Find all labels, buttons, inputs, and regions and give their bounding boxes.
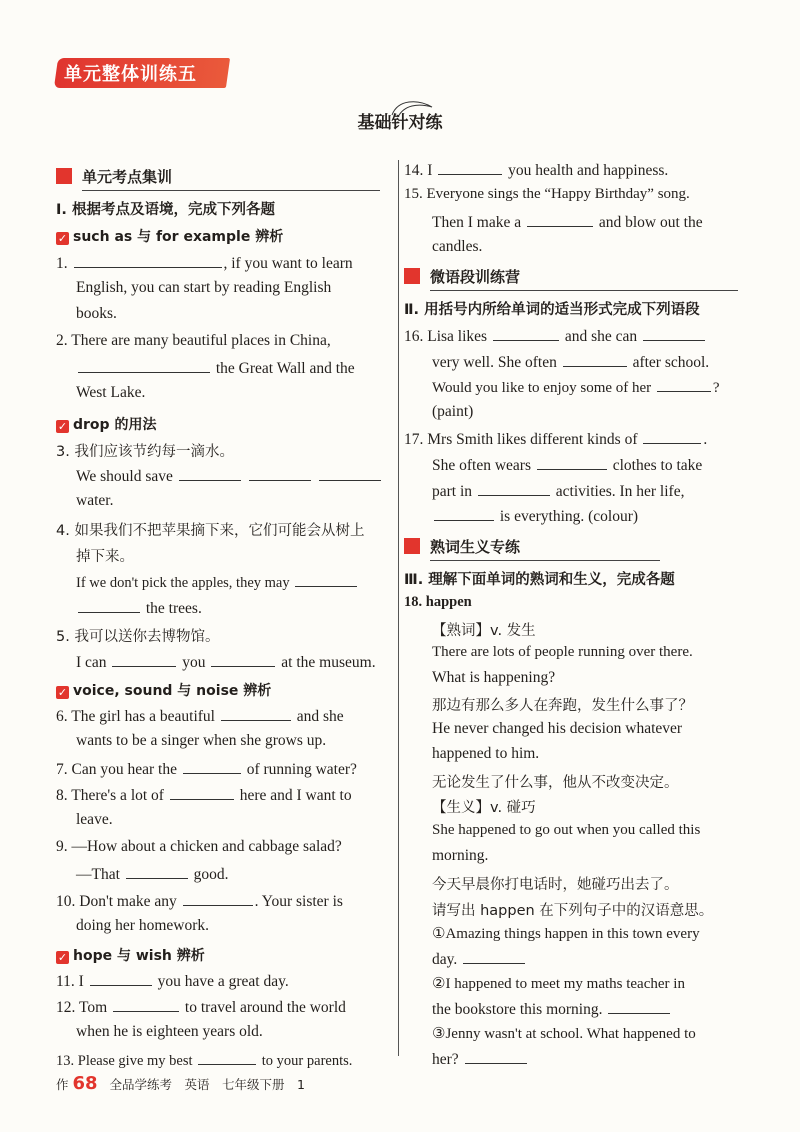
question-10-line2: doing her homework. xyxy=(76,917,210,934)
answer-blank[interactable] xyxy=(537,455,607,470)
question-10: 10. Don't make any . Your sister is xyxy=(56,893,343,910)
question-15: 15. Everyone sings the “Happy Birthday” song. xyxy=(404,186,690,202)
section-marker-icon xyxy=(404,538,420,554)
example-line-2: What is happening? xyxy=(432,669,556,686)
question-1: 1. , if you want to learn xyxy=(56,255,353,272)
question-16: 16. Lisa likes and she can xyxy=(404,326,707,346)
subsection-d: ✓ hope 与 wish 辨析 xyxy=(57,948,205,964)
section-header-1 xyxy=(56,166,380,192)
answer-blank[interactable] xyxy=(249,466,311,481)
answer-blank[interactable] xyxy=(126,864,188,879)
answer-blank[interactable] xyxy=(657,377,711,392)
question-18: 18. happen xyxy=(404,594,472,610)
answer-blank[interactable] xyxy=(221,706,291,721)
page-footer xyxy=(56,1073,305,1094)
question-9-line2: —That good. xyxy=(76,866,229,883)
question-17-line4: is everything. (colour) xyxy=(432,506,638,526)
check-icon: ✓ xyxy=(57,232,68,245)
question-17: 17. Mrs Smith likes different kinds of . xyxy=(404,431,708,448)
answer-blank[interactable] xyxy=(319,466,381,481)
question-4-line2: 掉下来。 xyxy=(76,549,134,565)
question-8: 8. There's a lot of here and I want to xyxy=(56,787,352,804)
answer-blank[interactable] xyxy=(493,326,559,341)
section-rule xyxy=(82,190,380,191)
answer-blank[interactable] xyxy=(438,160,502,175)
item-1: ①Amazing things happen in this town every xyxy=(432,926,700,942)
page-subtitle: 基础针对练 xyxy=(357,113,443,133)
question-2-line3: West Lake. xyxy=(76,384,146,401)
item-3-line2: her? xyxy=(432,1049,529,1069)
question-1-line3: books. xyxy=(76,305,117,322)
question-6: 6. The girl has a beautiful and she xyxy=(56,708,344,725)
item-3: ③Jenny wasn't at school. What happened to xyxy=(432,1026,696,1042)
question-9: 9. —How about a chicken and cabbage salad? xyxy=(56,838,342,855)
question-16-line3: Would you like to enjoy some of her ? xyxy=(432,377,720,397)
example-line-3: 那边有那么多人在奔跑，发生什么事了？ xyxy=(432,698,693,714)
column-divider xyxy=(398,160,399,1056)
answer-blank[interactable] xyxy=(465,1049,527,1064)
subsection-b: ✓ drop 的用法 xyxy=(57,417,157,433)
answer-blank[interactable] xyxy=(527,212,593,227)
new-meaning-label: 【生义】v. 碰巧 xyxy=(432,800,536,816)
question-5: 5. 我可以送你去博物馆。 xyxy=(56,629,220,645)
section-header-2 xyxy=(404,266,740,292)
question-11: 11. I you have a great day. xyxy=(56,973,289,990)
instruction-3: Ⅲ. 理解下面单词的熟词和生义，完成各题 xyxy=(404,572,675,588)
answer-blank[interactable] xyxy=(183,891,253,906)
question-4-line3: If we don't pick the apples, they may xyxy=(76,572,359,592)
section-title: 单元考点集训 xyxy=(82,168,173,186)
answer-blank[interactable] xyxy=(183,759,241,774)
question-7: 7. Can you hear the of running water? xyxy=(56,761,357,778)
question-12: 12. Tom to travel around the world xyxy=(56,999,346,1016)
example-line-8: morning. xyxy=(432,847,489,864)
section-marker-icon xyxy=(56,168,72,184)
question-17-line3: part in activities. In her life, xyxy=(432,483,685,500)
section-header-3 xyxy=(404,536,740,562)
item-2-line2: the bookstore this morning. xyxy=(432,999,672,1019)
answer-blank[interactable] xyxy=(78,358,210,373)
subsection-c: ✓ voice, sound 与 noise 辨析 xyxy=(57,683,272,699)
familiar-meaning-label: 【熟词】v. 发生 xyxy=(432,623,536,639)
answer-blank[interactable] xyxy=(643,326,705,341)
answer-blank[interactable] xyxy=(78,598,140,613)
instruction-2: Ⅱ. 用括号内所给单词的适当形式完成下列语段 xyxy=(404,302,700,318)
check-icon: ✓ xyxy=(57,951,68,964)
footer-prefix: 作 xyxy=(56,1077,69,1092)
check-icon: ✓ xyxy=(57,420,68,433)
answer-blank[interactable] xyxy=(295,572,357,587)
answer-blank[interactable] xyxy=(90,971,152,986)
question-6-line2: wants to be a singer when she grows up. xyxy=(76,732,327,749)
question-3-line3: water. xyxy=(76,492,114,509)
banner-title: 单元整体训练五 xyxy=(64,64,197,85)
answer-blank[interactable] xyxy=(563,352,627,367)
section-title: 熟词生义专练 xyxy=(430,538,521,556)
question-17-line2: She often wears clothes to take xyxy=(432,457,703,474)
question-2-line2: the Great Wall and the xyxy=(76,358,355,378)
item-2: ②I happened to meet my maths teacher in xyxy=(432,976,685,992)
example-line-7: She happened to go out when you called this xyxy=(432,822,701,838)
question-2: 2. There are many beautiful places in China, xyxy=(56,332,331,349)
example-line-5: happened to him. xyxy=(432,745,540,762)
answer-blank[interactable] xyxy=(643,429,701,444)
section-title: 微语段训练营 xyxy=(430,268,521,286)
instruction-1: Ⅰ. 根据考点及语境，完成下列各题 xyxy=(56,202,275,218)
answer-blank[interactable] xyxy=(434,506,494,521)
check-icon: ✓ xyxy=(57,686,68,699)
question-16-line4: (paint) xyxy=(432,403,474,420)
section-rule xyxy=(430,290,738,291)
answer-blank[interactable] xyxy=(478,481,550,496)
answer-blank[interactable] xyxy=(211,652,275,667)
task-prompt: 请写出 happen 在下列句子中的汉语意思。 xyxy=(432,903,714,919)
question-3: 3. 我们应该节约每一滴水。 xyxy=(56,444,234,460)
question-16-line2: very well. She often after school. xyxy=(432,354,710,371)
question-15-line3: candles. xyxy=(432,238,483,255)
question-12-line2: when he is eighteen years old. xyxy=(76,1023,263,1040)
item-1-line2: day. xyxy=(432,949,527,969)
answer-blank[interactable] xyxy=(179,466,241,481)
footer-text: 全品学练考 英语 七年级下册 1 xyxy=(109,1077,306,1092)
question-4-line4: the trees. xyxy=(76,598,202,618)
example-line-6: 无论发生了什么事，他从不改变决定。 xyxy=(432,775,679,791)
answer-blank[interactable] xyxy=(112,652,176,667)
section-marker-icon xyxy=(404,268,420,284)
question-1-line2: English, you can start by reading English xyxy=(76,279,332,296)
answer-blank[interactable] xyxy=(608,999,670,1014)
answer-blank[interactable] xyxy=(463,949,525,964)
example-line-4: He never changed his decision whatever xyxy=(432,720,683,737)
answer-blank[interactable] xyxy=(113,997,179,1012)
example-line-9: 今天早晨你打电话时，她碰巧出去了。 xyxy=(432,877,679,893)
answer-blank[interactable] xyxy=(74,253,222,268)
subsection-a: ✓ such as 与 for example 辨析 xyxy=(57,229,284,245)
example-line-1: There are lots of people running over there. xyxy=(432,644,693,660)
section-rule xyxy=(430,560,660,561)
question-5-line2: I can you at the museum. xyxy=(76,654,376,671)
answer-blank[interactable] xyxy=(170,785,234,800)
question-4: 4. 如果我们不把苹果摘下来，它们可能会从树上 xyxy=(56,523,365,539)
question-14: 14. I you health and happiness. xyxy=(404,162,669,179)
unit-banner xyxy=(54,58,230,88)
page-number: 68 xyxy=(72,1073,98,1094)
answer-blank[interactable] xyxy=(198,1050,256,1065)
question-13: 13. Please give my best to your parents. xyxy=(56,1050,352,1070)
question-15-line2: Then I make a and blow out the xyxy=(432,214,703,231)
question-8-line2: leave. xyxy=(76,811,113,828)
question-3-line2: We should save xyxy=(76,466,383,486)
